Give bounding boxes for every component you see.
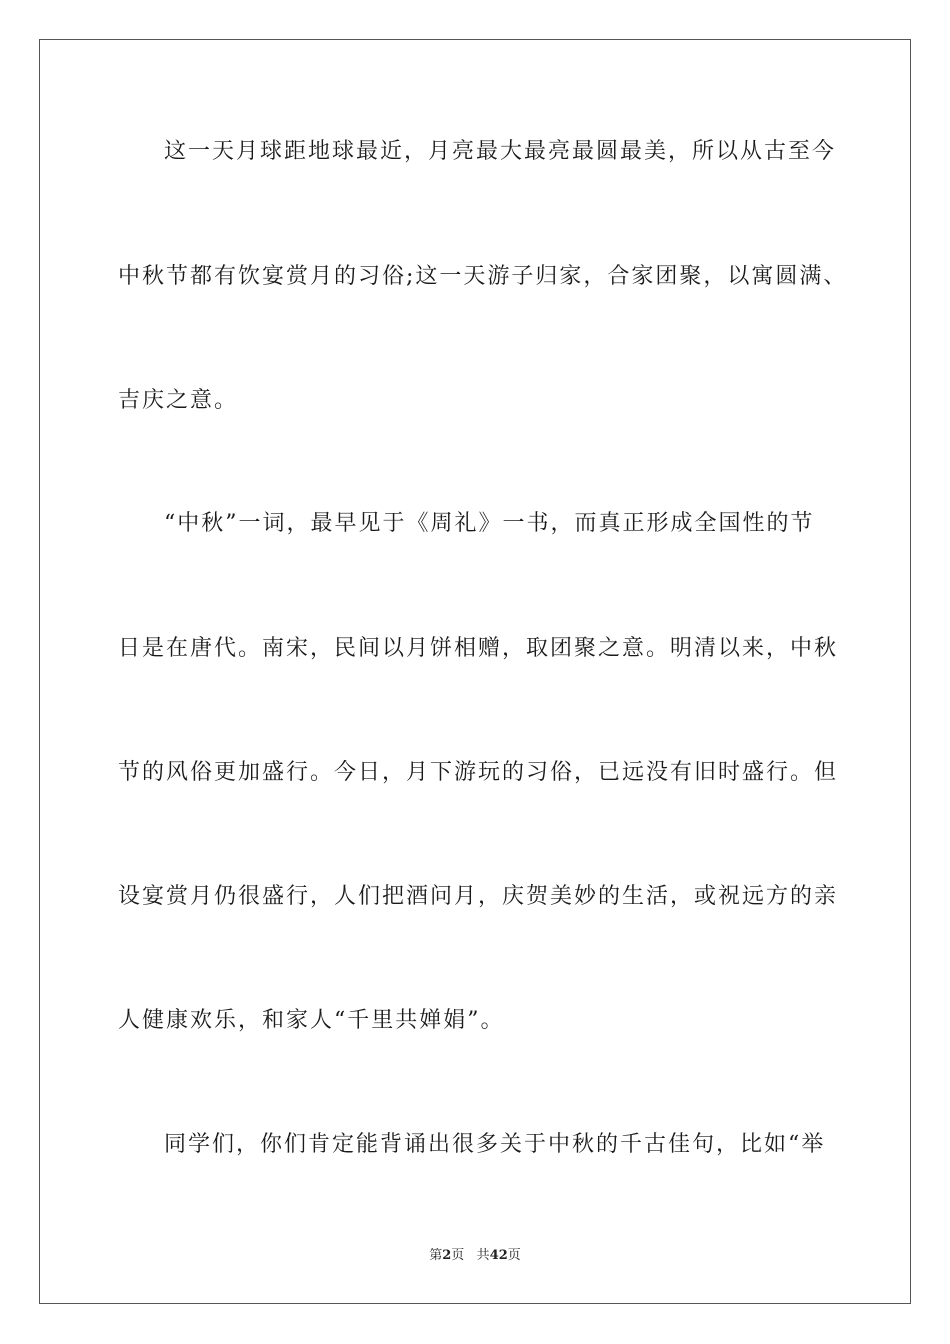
current-page-number: 2	[442, 1248, 452, 1263]
paragraph-line: 节的风俗更加盛行。今日，月下游玩的习俗，已远没有旧时盛行。但	[118, 760, 839, 785]
paragraph-line: 同学们，你们肯定能背诵出很多关于中秋的千古佳句，比如“举	[164, 1132, 826, 1157]
page-footer	[0, 1247, 950, 1265]
total-pages-suffix: 页	[507, 1248, 521, 1263]
page-number-suffix: 页	[451, 1248, 465, 1263]
paragraph-line: “中秋”一词，最早见于《周礼》一书，而真正形成全国性的节	[164, 511, 815, 536]
page-number-prefix: 第	[429, 1248, 443, 1263]
page-border	[39, 39, 911, 1304]
paragraph-line: 吉庆之意。	[118, 388, 239, 413]
total-page-count: 42	[489, 1248, 508, 1263]
paragraph-line: 中秋节都有饮宴赏月的习俗;这一天游子归家，合家团聚，以寓圆满、	[118, 264, 848, 289]
paragraph-line: 人健康欢乐，和家人“千里共婵娟”。	[118, 1008, 505, 1033]
total-pages-prefix: 共	[476, 1248, 490, 1263]
paragraph-line: 这一天月球距地球最近，月亮最大最亮最圆最美，所以从古至今	[164, 139, 837, 164]
paragraph-line: 设宴赏月仍很盛行，人们把酒问月，庆贺美妙的生活，或祝远方的亲	[118, 884, 839, 909]
paragraph-line: 日是在唐代。南宋，民间以月饼相赠，取团聚之意。明清以来，中秋	[118, 636, 839, 661]
